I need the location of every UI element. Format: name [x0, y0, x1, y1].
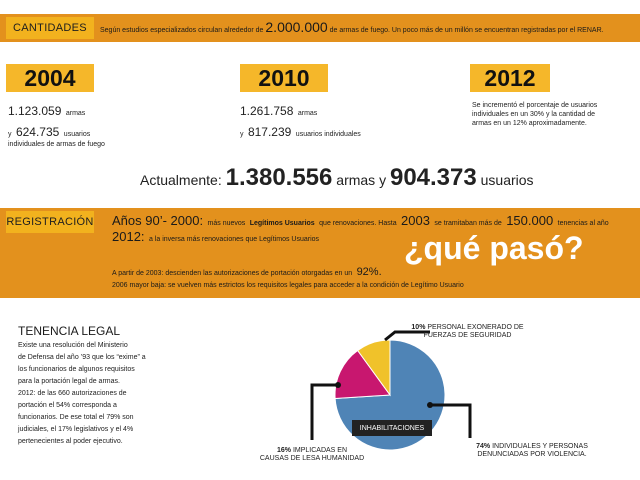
- registracion-line-1: Años 90’- 2000: más nuevos Legítimos Usuarios que renovaciones. Hasta 2003 se tramitaban más de 150.000 tenencias al año: [112, 213, 609, 228]
- registracion-label: REGISTRACIÓN: [6, 211, 94, 233]
- year-2012-text: Se incrementó el porcentaje de usuarios individuales en un 30% y la cantidad de armas en un 12% aproximadamente.: [472, 102, 598, 127]
- pie-title-box: [352, 420, 432, 436]
- cantidades-text: Según estudios especializados circulan alrededor de 2.000.000 de armas de fuego. Un poco más de un millón se encuentran registradas por el RENAR.: [100, 19, 604, 35]
- legend-10: 10% PERSONAL EXONERADO DE FUERZAS DE SEGURIDAD: [411, 324, 524, 339]
- cantidades-big-number: 2.000.000: [265, 19, 328, 35]
- year-2010-details: 1.261.758 armas y 817.239 usuarios individuales: [240, 104, 361, 139]
- registracion-line-4: 2006 mayor baja: se vuelven más estrictos los requisitos legales para acceder a la condición de Legítimo Usuario: [112, 282, 464, 289]
- leader-line-16: [312, 385, 338, 440]
- tenencia-title: TENENCIA LEGAL: [18, 324, 121, 338]
- tenencia-body: Existe una resolución del Ministerio de Defensa del año ’93 que los “exime” a los funcionarios de algunos requisitos para la portación legal de armas. 2012: de las 660 autorizaciones de portación el 54% corresponda a funcionarios. De ese total el 79% son judiciales, el 17% legislativos y el 4% pertenecientes al poder ejecutivo.: [18, 342, 146, 445]
- year-2012-badge: 2012: [470, 64, 550, 92]
- cantidades-label: CANTIDADES: [6, 17, 94, 39]
- year-2010-badge: 2010: [240, 64, 328, 92]
- legend-16: 16% IMPLICADAS EN CAUSAS DE LESA HUMANIDAD: [259, 447, 365, 462]
- actualmente-line: Actualmente: 1.380.556 armas y 904.373 usuarios: [140, 164, 534, 191]
- que-paso-title: ¿qué pasó?: [404, 230, 584, 266]
- year-2004-badge: 2004: [6, 64, 94, 92]
- year-2004-details: 1.123.059 armas y 624.735 usuarios individuales de armas de fuego: [8, 104, 105, 148]
- registracion-line-2: 2012: a la inversa más renovaciones que Legítimos Usuarios: [112, 229, 320, 244]
- registracion-line-3: A partir de 2003: descienden las autorizaciones de portación otorgadas en un 92%.: [112, 266, 382, 278]
- pie-title: INHABILITACIONES: [359, 424, 425, 432]
- legend-74: 74% INDIVIDUALES Y PERSONAS DENUNCIADAS POR VIOLENCIA.: [476, 443, 588, 458]
